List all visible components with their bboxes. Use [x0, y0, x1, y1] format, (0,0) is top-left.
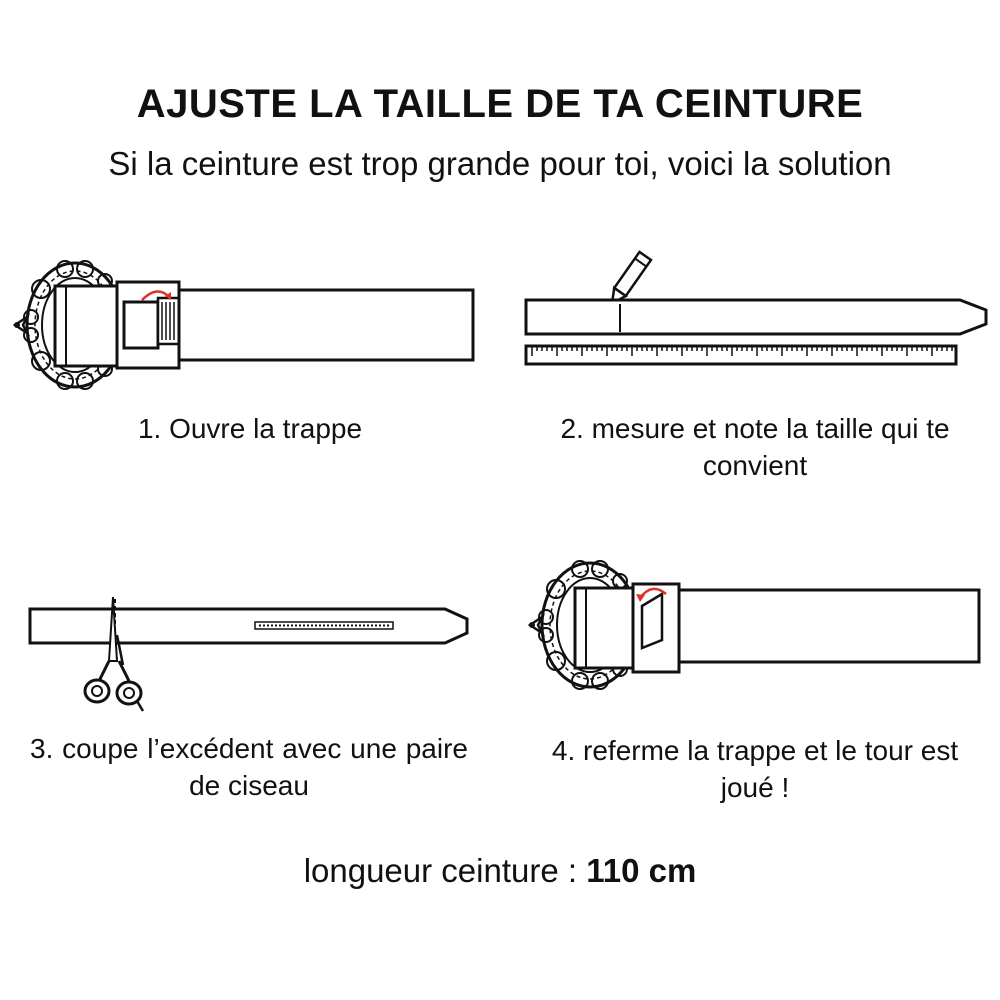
- belt-length-note: [0, 852, 1000, 890]
- step-1-illustration: [0, 250, 480, 400]
- step-2-caption: 2. mesure et note la taille qui te convient: [560, 413, 950, 481]
- step-4-illustration: [520, 550, 990, 700]
- step-3-caption: 3. coupe l’excédent avec une paire de ciseau: [30, 733, 468, 801]
- belt-length-label: longueur ceinture :: [303, 852, 587, 889]
- belt-length-value: 110 cm: [586, 852, 697, 889]
- step-1-caption: 1. Ouvre la trappe: [137, 413, 363, 444]
- step-3-illustration: [25, 595, 475, 720]
- step-2-illustration: [520, 240, 990, 380]
- step-4-caption: 4. referme la trappe et le tour est joué !: [551, 735, 959, 803]
- page-title: AJUSTE LA TAILLE DE TA CEINTURE: [136, 82, 864, 126]
- ruler-icon: [526, 346, 956, 364]
- page-subtitle: Si la ceinture est trop grande pour toi, voici la solution: [108, 145, 892, 182]
